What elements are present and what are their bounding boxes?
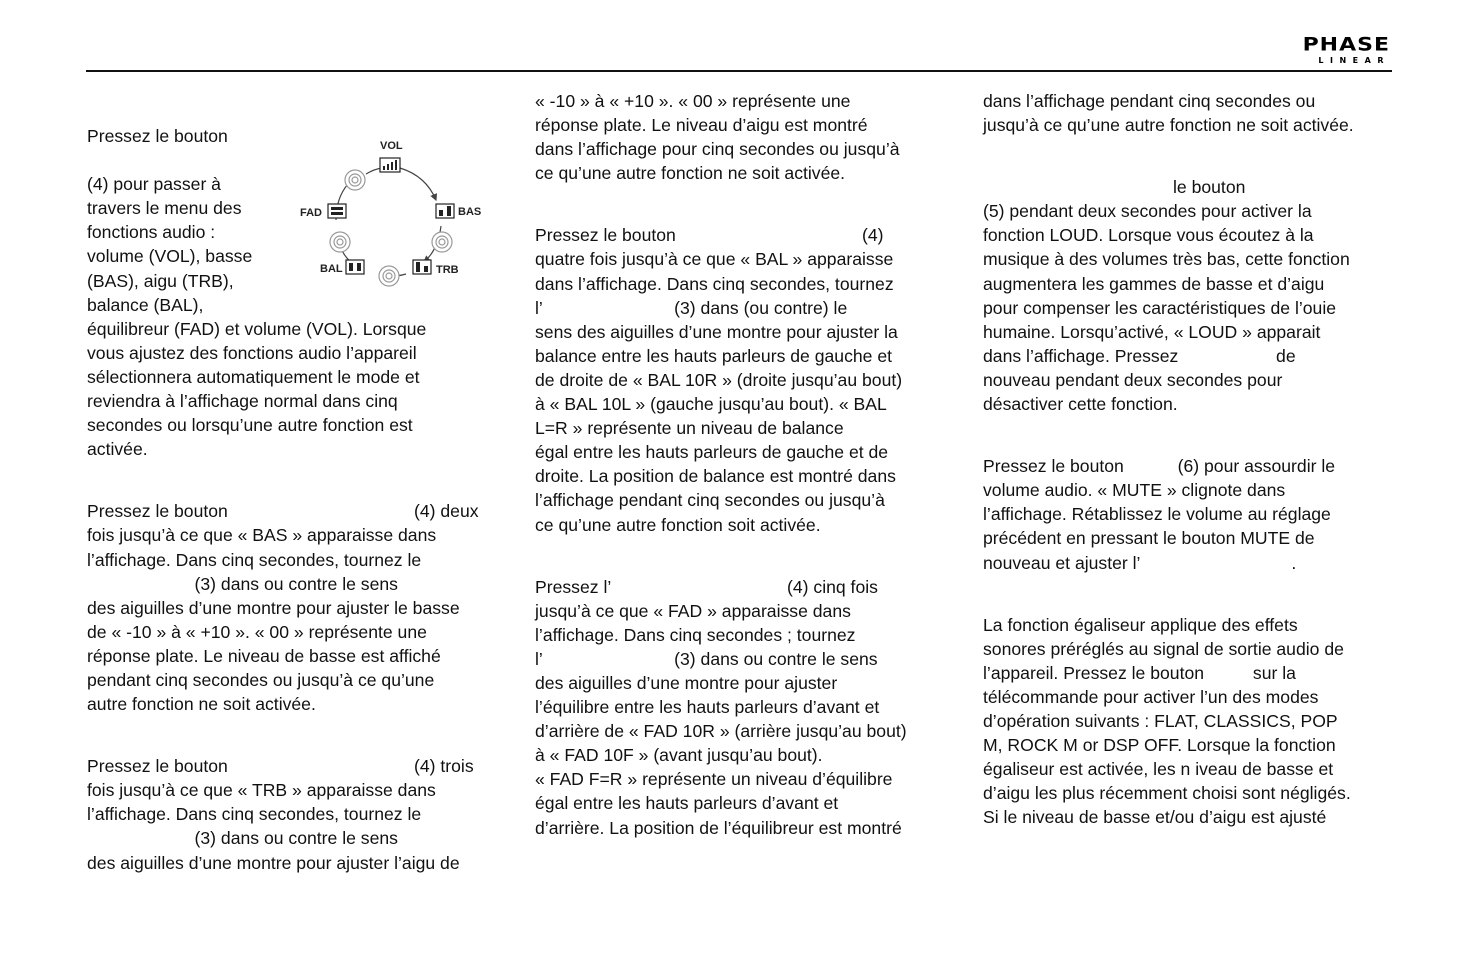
balance-section bbox=[535, 223, 945, 536]
text-line: de droite de « BAL 10R » (droite jusqu’au bout) bbox=[535, 369, 903, 390]
bas-label: BAS bbox=[458, 206, 482, 218]
text-line: égaliseur est activée, les n iveau de basse et bbox=[983, 759, 1334, 780]
text-line: l’affichage pendant cinq secondes ou jusqu’à bbox=[535, 490, 885, 511]
text-line: l’affichage. Dans cinq secondes, tournez le bbox=[87, 549, 422, 570]
knob-icon bbox=[432, 232, 452, 252]
text-line: sonores préréglés au signal de sortie audio de bbox=[983, 638, 1344, 659]
text-line: l’ (3) dans (ou contre) le bbox=[535, 297, 848, 318]
text-line: L=R » représente un niveau de balance bbox=[535, 418, 844, 439]
text-line: le bouton bbox=[1173, 177, 1246, 198]
text-fragment: (4) cinq fois bbox=[787, 576, 878, 597]
text-line: réponse plate. Le niveau de basse est affiché bbox=[87, 645, 441, 666]
audio-function-cycle-diagram bbox=[296, 138, 492, 288]
text-line: jusqu’à ce qu’une autre fonction ne soit activée. bbox=[983, 115, 1354, 136]
text-fragment: Pressez le bouton bbox=[87, 501, 228, 522]
text-fragment: (4) bbox=[862, 225, 884, 246]
logo-wordmark: PHASE bbox=[1302, 34, 1390, 56]
text-fragment: Pressez le bouton bbox=[535, 225, 676, 246]
text-line: autre fonction ne soit activée. bbox=[87, 694, 316, 715]
text-line: nouveau et ajuster l’ . bbox=[983, 552, 1297, 573]
vol-label: VOL bbox=[380, 140, 403, 152]
knob-icon bbox=[330, 232, 350, 252]
text-line: humaine. Lorsqu’activé, « LOUD » apparait bbox=[983, 321, 1321, 342]
fader-section bbox=[535, 575, 945, 840]
equalizer-section bbox=[983, 613, 1393, 830]
text-line: jusqu’à ce que « FAD » apparaisse dans bbox=[535, 600, 851, 621]
text-line: réponse plate. Le niveau d’aigu est montré bbox=[535, 115, 868, 136]
text-line: (3) dans ou contre le sens bbox=[87, 828, 398, 849]
text-line: sens des aiguilles d’une montre pour ajuster la bbox=[535, 321, 898, 342]
text-fragment: (4) deux bbox=[414, 501, 479, 522]
text-line: balance entre les hauts parleurs de gauche et bbox=[535, 345, 893, 366]
text-line: de « -10 » à « +10 ». « 00 » représente une bbox=[87, 621, 427, 642]
bass-section bbox=[87, 499, 497, 716]
text-fragment: Pressez l’ bbox=[535, 576, 612, 597]
text-line: balance (BAL), bbox=[87, 294, 204, 315]
text-line: fonctions audio : bbox=[87, 222, 216, 243]
text-line: Pressez le bouton bbox=[87, 126, 228, 146]
fad-label: FAD bbox=[300, 207, 322, 219]
text-line: travers le menu des bbox=[87, 198, 242, 219]
column-3 bbox=[983, 89, 1393, 829]
text-line: équilibreur (FAD) et volume (VOL). Lorsque bbox=[87, 318, 427, 339]
text-line: sélectionnera automatiquement le mode et bbox=[87, 366, 420, 387]
logo-subword: LINEAR bbox=[1318, 56, 1390, 65]
text-line: nouveau pendant deux secondes pour bbox=[983, 369, 1283, 390]
text-line: reviendra à l’affichage normal dans cinq bbox=[87, 391, 398, 412]
text-line: Si le niveau de basse et/ou d’aigu est ajusté bbox=[983, 807, 1327, 828]
text-line: égal entre les hauts parleurs d’avant et bbox=[535, 793, 839, 814]
knob-icon bbox=[379, 266, 399, 286]
text-line: augmentera les gammes de basse et d’aigu bbox=[983, 273, 1325, 294]
text-line: d’aigu les plus récemment choisi sont négligés. bbox=[983, 783, 1351, 804]
text-line: l’affichage. Dans cinq secondes, tournez le bbox=[87, 804, 422, 825]
text-line: égal entre les hauts parleurs de gauche et de bbox=[535, 442, 889, 463]
text-line: (BAS), aigu (TRB), bbox=[87, 270, 234, 291]
text-line: précédent en pressant le bouton MUTE de bbox=[983, 528, 1315, 549]
text-line: activée. bbox=[87, 439, 148, 460]
text-line: quatre fois jusqu’à ce que « BAL » apparaisse bbox=[535, 249, 894, 270]
text-line: vous ajustez des fonctions audio l’appareil bbox=[87, 342, 417, 363]
text-line: d’arrière. La position de l’équilibreur est montré bbox=[535, 817, 902, 838]
knob-icon bbox=[345, 170, 365, 190]
text-line: des aiguilles d’une montre pour ajuster bbox=[535, 672, 838, 693]
text-line: ce qu’une autre fonction ne soit activée. bbox=[535, 163, 846, 184]
text-line: désactiver cette fonction. bbox=[983, 394, 1178, 415]
text-line: Pressez le bouton (6) pour assourdir le bbox=[983, 456, 1336, 477]
text-line: l’affichage. Rétablissez le volume au réglage bbox=[983, 504, 1331, 525]
trb-display-icon bbox=[413, 260, 431, 274]
text-line: l’ (3) dans ou contre le sens bbox=[535, 648, 878, 669]
text-line: (3) dans ou contre le sens bbox=[87, 573, 398, 594]
mute-section bbox=[983, 454, 1393, 574]
bas-display-icon bbox=[436, 204, 454, 218]
bal-label: BAL bbox=[320, 263, 343, 275]
text-line: des aiguilles d’une montre pour ajuster l’aigu de bbox=[87, 852, 460, 873]
text-line: secondes ou lorsqu’une autre fonction est bbox=[87, 415, 413, 436]
text-line: d’arrière de « FAD 10R » (arrière jusqu’au bout) bbox=[535, 721, 907, 742]
column-2 bbox=[535, 89, 945, 840]
text-line: des aiguilles d’une montre pour ajuster le basse bbox=[87, 597, 460, 618]
text-fragment: (4) trois bbox=[414, 756, 474, 777]
text-line: dans l’affichage. Dans cinq secondes, tournez bbox=[535, 273, 894, 294]
treble-section bbox=[87, 754, 497, 874]
bal-display-icon bbox=[346, 260, 364, 274]
text-line bbox=[535, 223, 945, 247]
vol-display-icon bbox=[380, 158, 400, 172]
text-line: La fonction égaliseur applique des effets bbox=[983, 614, 1298, 635]
text-line: ce qu’une autre fonction soit activée. bbox=[535, 514, 821, 535]
text-fragment: Pressez le bouton bbox=[87, 756, 228, 777]
text-line bbox=[535, 575, 945, 599]
text-line: télécommande pour activer l’un des modes bbox=[983, 686, 1319, 707]
text-line: (5) pendant deux secondes pour activer la bbox=[983, 201, 1312, 222]
text-line: volume (VOL), basse bbox=[87, 246, 253, 267]
text-line: l’équilibre entre les hauts parleurs d’avant et bbox=[535, 697, 880, 718]
trb-label: TRB bbox=[436, 264, 459, 276]
text-line: « -10 » à « +10 ». « 00 » représente une bbox=[535, 91, 851, 111]
text-line bbox=[87, 499, 497, 523]
text-line: d’opération suivants : FLAT, CLASSICS, POP bbox=[983, 710, 1338, 731]
text-line: l’appareil. Pressez le bouton sur la bbox=[983, 662, 1296, 683]
text-line: à « FAD 10F » (avant jusqu’au bout). bbox=[535, 745, 823, 766]
text-line: volume audio. « MUTE » clignote dans bbox=[983, 480, 1286, 501]
text-line: l’affichage. Dans cinq secondes ; tournez bbox=[535, 624, 856, 645]
fader-continued bbox=[983, 89, 1393, 137]
text-line: (4) pour passer à bbox=[87, 174, 221, 195]
fad-display-icon bbox=[328, 204, 346, 218]
text-line: musique à des volumes très bas, cette fonction bbox=[983, 249, 1350, 270]
header-rule bbox=[86, 70, 1392, 72]
phase-linear-logo bbox=[1278, 36, 1390, 70]
text-line: dans l’affichage pendant cinq secondes ou bbox=[983, 91, 1316, 111]
text-line: fois jusqu’à ce que « TRB » apparaisse dans bbox=[87, 780, 436, 801]
text-line: pour compenser les caractéristiques de l’ouie bbox=[983, 297, 1337, 318]
text-line: « FAD F=R » représente un niveau d’équilibre bbox=[535, 769, 893, 790]
text-line: dans l’affichage. Pressez de bbox=[983, 345, 1296, 366]
text-line: à « BAL 10L » (gauche jusqu’au bout). « BAL bbox=[535, 394, 887, 415]
text-line: pendant cinq secondes ou jusqu’à ce qu’une bbox=[87, 669, 435, 690]
text-line: droite. La position de balance est montré dans bbox=[535, 466, 896, 487]
text-line: fonction LOUD. Lorsque vous écoutez à la bbox=[983, 225, 1314, 246]
text-line: fois jusqu’à ce que « BAS » apparaisse dans bbox=[87, 525, 437, 546]
treble-continued bbox=[535, 89, 945, 185]
text-line: dans l’affichage pour cinq secondes ou jusqu’à bbox=[535, 139, 900, 160]
text-line bbox=[87, 754, 497, 778]
text-line: M, ROCK M or DSP OFF. Lorsque la fonction bbox=[983, 735, 1336, 756]
loudness-section bbox=[983, 175, 1393, 416]
